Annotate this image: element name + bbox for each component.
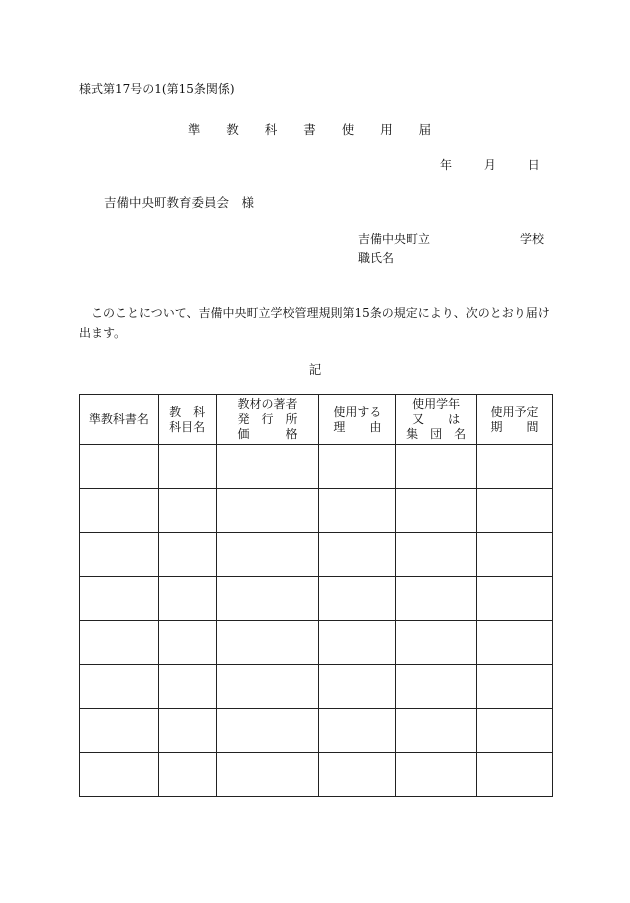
table-cell[interactable] bbox=[319, 533, 396, 577]
table-cell[interactable] bbox=[216, 533, 319, 577]
table-cell[interactable] bbox=[216, 577, 319, 621]
table-row bbox=[80, 533, 553, 577]
table-body bbox=[80, 445, 553, 797]
header-line: 使用する bbox=[333, 404, 382, 419]
ki-heading: 記 bbox=[308, 362, 322, 377]
header-line: 発 行 所 bbox=[237, 412, 298, 426]
table-cell[interactable] bbox=[158, 533, 216, 577]
table-cell[interactable] bbox=[477, 445, 553, 489]
table-row bbox=[80, 665, 553, 709]
table-cell[interactable] bbox=[319, 621, 396, 665]
table-cell[interactable] bbox=[80, 621, 159, 665]
header-reason bbox=[319, 395, 396, 445]
table-cell[interactable] bbox=[319, 445, 396, 489]
table-row bbox=[80, 621, 553, 665]
table-cell[interactable] bbox=[477, 489, 553, 533]
table-cell[interactable] bbox=[477, 665, 553, 709]
body-paragraph: このことについて、吉備中央町立学校管理規則第15条の規定により、次のとおり届け出ます。 bbox=[79, 306, 550, 340]
table-cell[interactable] bbox=[396, 489, 477, 533]
table-row bbox=[80, 445, 553, 489]
date-day-label: 日 bbox=[527, 158, 540, 172]
header-line: 価 格 bbox=[237, 427, 298, 441]
document-title: 準 教 科 書 使 用 届 bbox=[187, 122, 443, 137]
table-cell[interactable] bbox=[80, 533, 159, 577]
table-cell[interactable] bbox=[158, 489, 216, 533]
table-cell[interactable] bbox=[158, 577, 216, 621]
header-line: 準教科書名 bbox=[88, 412, 149, 426]
date-line bbox=[440, 156, 540, 173]
header-line: 又 は bbox=[412, 412, 461, 426]
table-cell[interactable] bbox=[396, 621, 477, 665]
table-cell[interactable] bbox=[319, 709, 396, 753]
table-cell[interactable] bbox=[477, 533, 553, 577]
header-line: 使用学年 bbox=[412, 397, 461, 411]
table-cell[interactable] bbox=[396, 709, 477, 753]
table-cell[interactable] bbox=[319, 489, 396, 533]
table-cell[interactable] bbox=[396, 577, 477, 621]
table-row bbox=[80, 709, 553, 753]
table-cell[interactable] bbox=[396, 533, 477, 577]
table-cell[interactable] bbox=[80, 709, 159, 753]
table-cell[interactable] bbox=[319, 577, 396, 621]
school-prefix: 吉備中央町立 bbox=[358, 232, 431, 246]
table-row bbox=[80, 577, 553, 621]
table-cell[interactable] bbox=[396, 753, 477, 797]
table-cell[interactable] bbox=[396, 665, 477, 709]
table-cell[interactable] bbox=[158, 621, 216, 665]
header-line: 科目名 bbox=[169, 419, 206, 434]
table-cell[interactable] bbox=[216, 445, 319, 489]
table-row bbox=[80, 489, 553, 533]
header-author-publisher-price bbox=[216, 395, 319, 445]
table-header-row bbox=[80, 395, 553, 445]
header-grade-group bbox=[396, 395, 477, 445]
school-line bbox=[358, 230, 544, 247]
header-line: 理 由 bbox=[333, 419, 382, 434]
table-cell[interactable] bbox=[80, 489, 159, 533]
table-row bbox=[80, 753, 553, 797]
form-number: 様式第17号の1(第15条関係) bbox=[79, 82, 235, 96]
table-cell[interactable] bbox=[216, 709, 319, 753]
header-textbook-name bbox=[80, 395, 159, 445]
table-cell[interactable] bbox=[477, 577, 553, 621]
table-cell[interactable] bbox=[216, 621, 319, 665]
header-line: 集 団 名 bbox=[406, 427, 467, 441]
table-cell[interactable] bbox=[80, 577, 159, 621]
table-cell[interactable] bbox=[158, 709, 216, 753]
table-cell[interactable] bbox=[158, 665, 216, 709]
header-line: 教材の著者 bbox=[237, 397, 298, 411]
table-cell[interactable] bbox=[216, 489, 319, 533]
school-suffix: 学校 bbox=[520, 232, 545, 246]
table-cell[interactable] bbox=[477, 709, 553, 753]
table-cell[interactable] bbox=[396, 445, 477, 489]
usage-table bbox=[79, 394, 553, 797]
position-name-label: 職氏名 bbox=[358, 251, 395, 265]
table-cell[interactable] bbox=[158, 753, 216, 797]
header-line: 教 科 bbox=[169, 404, 206, 419]
date-month-label: 月 bbox=[483, 158, 496, 172]
table-cell[interactable] bbox=[158, 445, 216, 489]
date-year-label: 年 bbox=[440, 158, 453, 172]
header-line: 期 間 bbox=[490, 419, 539, 434]
header-subject bbox=[158, 395, 216, 445]
header-period bbox=[477, 395, 553, 445]
header-line: 使用予定 bbox=[490, 404, 539, 419]
table-cell[interactable] bbox=[477, 621, 553, 665]
table-cell[interactable] bbox=[80, 753, 159, 797]
table-cell[interactable] bbox=[319, 665, 396, 709]
table-cell[interactable] bbox=[80, 445, 159, 489]
table-cell[interactable] bbox=[319, 753, 396, 797]
addressee: 吉備中央町教育委員会 様 bbox=[104, 195, 255, 210]
table-cell[interactable] bbox=[80, 665, 159, 709]
table-cell[interactable] bbox=[216, 753, 319, 797]
table-cell[interactable] bbox=[477, 753, 553, 797]
table-cell[interactable] bbox=[216, 665, 319, 709]
